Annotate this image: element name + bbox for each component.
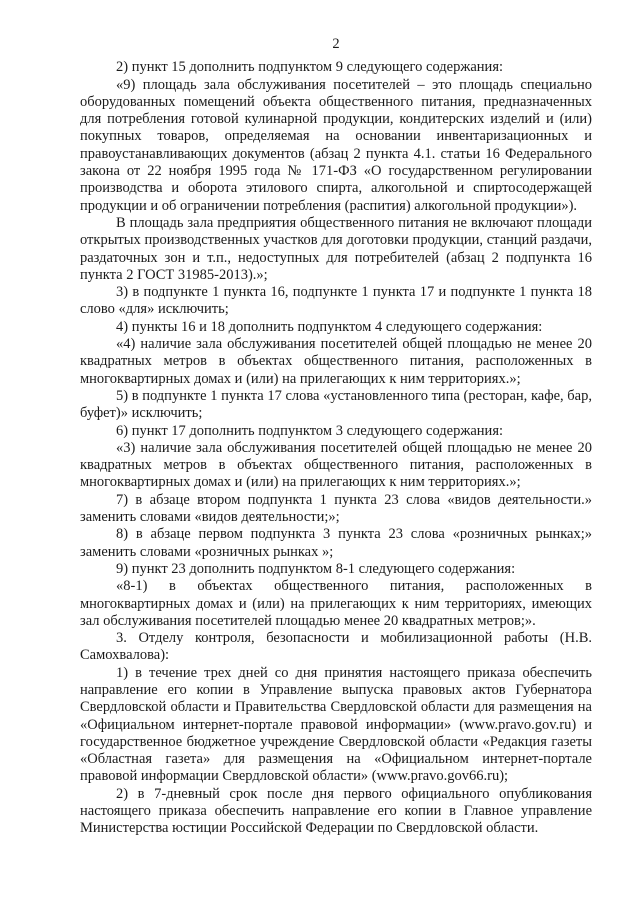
paragraph-item-9: 9) пункт 23 дополнить подпунктом 8-1 следующего содержания: bbox=[116, 560, 516, 577]
paragraph-item-3: 3) в подпункте 1 пункта 16, подпункте 1 пункта 17 и подпункте 1 пункта 18 слово «для» исключить; bbox=[80, 284, 592, 318]
paragraph-sub-3-text: «3) наличие зала обслуживания посетителей общей площадью не менее 20 квадратных метров в объектах общественного питания, расположенных в многоквартирных домах и (или) на прилегающих к ним территориях.»; bbox=[80, 439, 592, 491]
paragraph-section-3-item-1: 1) в течение трех дней со дня принятия настоящего приказа обеспечить направление его копии в Управление выпуска правовых актов Губернатора Свердловской области и Правительства Свердловской области для размещения на «Официальном интернет-портале правовой информации» (www.pravo.gov.ru) и государственное бюджетное учреждение Свердловской области «Редакция газеты «Областная газета» для размещения на «Официальном интернет-портале правовой информации Свердловской области» (www.pravo.gov66.ru); bbox=[80, 664, 592, 785]
paragraph-sub-8-1-text: «8-1) в объектах общественного питания, расположенных в многоквартирных домах и (или) на прилегающих к ним территориях, имеющих зал обслуживания посетителей площадью менее 20 квадратных метров;». bbox=[80, 578, 592, 629]
paragraph-section-3: 3. Отделу контроля, безопасности и мобилизационной работы (Н.В. Самохвалова): bbox=[80, 630, 592, 664]
paragraph-sub-4-text: «4) наличие зала обслуживания посетителей общей площадью не менее 20 квадратных метров в объектах общественного питания, расположенных в многоквартирных домах и (или) на прилегающих к ним территориях.»; bbox=[80, 336, 592, 387]
paragraph-section-3-item-2: 2) в 7-дневный срок после дня первого официального опубликования настоящего приказа обеспечить направление его копии в Главное управление Министерства юстиции Российской Федерации по Свердловской области. bbox=[80, 785, 592, 837]
page-number: 2 bbox=[332, 36, 340, 52]
paragraph-item-7: 7) в абзаце втором подпункта 1 пункта 23 слова «видов деятельности.» заменить словами «видов деятельности;»; bbox=[80, 491, 592, 526]
paragraph-item-8: 8) в абзаце первом подпункта 3 пункта 23 слова «розничных рынках;» заменить словами «розничных рынках »; bbox=[80, 526, 592, 560]
paragraph-hall-area-exclusion: В площадь зала предприятия общественного питания не включают площади открытых производственных участков для доготовки продукции, станций раздачи, раздаточных зон и т.п., недоступных для потребителей (абзац 2 подпункта 16 пункта 2 ГОСТ 31985-2013).»; bbox=[80, 214, 592, 283]
paragraph-item-2: 2) пункт 15 дополнить подпунктом 9 следующего содержания: bbox=[116, 59, 504, 76]
paragraph-sub-9-text: «9) площадь зала обслуживания посетителей – это площадь специально оборудованных помещений объекта общественного питания, предназначенных для потребления готовой кулинарной продукции, кондитерских изделий и (или) покупных товаров, определяемая на основании инвентаризационных и правоустанавливающих документов (абзац 2 пункта 4.1. статьи 16 Федерального закона от 22 ноября 1995 года № 171-ФЗ «О государственном регулировании производства и оборота этилового спирта, алкогольной и спиртосодержащей продукции и об ограничении потребления (распития) алкогольной продукции»). bbox=[80, 76, 592, 214]
paragraph-item-6: 6) пункт 17 дополнить подпунктом 3 следующего содержания: bbox=[116, 422, 504, 439]
paragraph-item-5: 5) в подпункте 1 пункта 17 слова «установленного типа (ресторан, кафе, бар, буфет)» исключить; bbox=[80, 387, 592, 422]
paragraph-item-4: 4) пункты 16 и 18 дополнить подпунктом 4 следующего содержания: bbox=[116, 318, 543, 335]
